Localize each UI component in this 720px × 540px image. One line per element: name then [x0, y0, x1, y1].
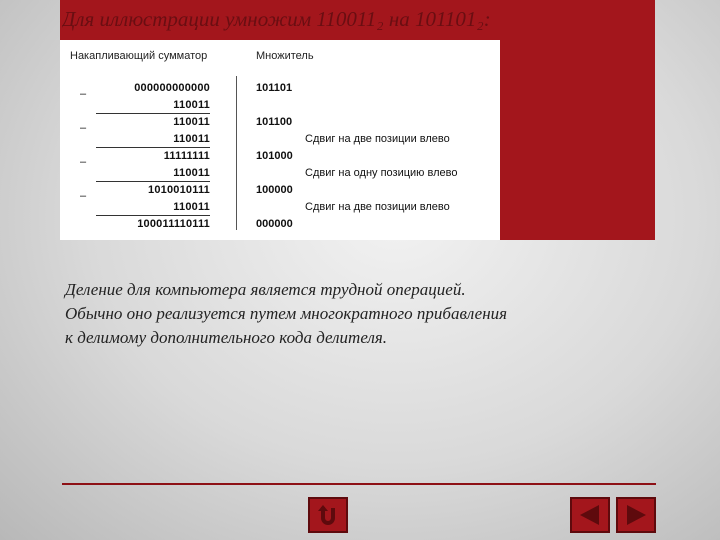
table-row: [60, 131, 500, 147]
footer-rule: [62, 483, 656, 485]
accumulator-value: 110011: [96, 165, 210, 182]
table-row: [60, 80, 500, 100]
accumulator-header: Накапливающий сумматор: [70, 50, 208, 62]
multiplier-header: Множитель: [256, 50, 314, 62]
body-line: Обычно оно реализуется путем многократного прибавления: [65, 304, 508, 323]
accumulator-value: 110011: [96, 131, 210, 148]
slide-title: Для иллюстрации умножим 110011₂ на 101101₂:: [62, 7, 491, 31]
table-row: [60, 182, 500, 202]
row-sign: –: [80, 156, 87, 168]
body-line: к делимому дополнительного кода делителя.: [65, 328, 388, 347]
multiplication-table: [60, 40, 500, 240]
row-sign: –: [80, 190, 87, 202]
next-button[interactable]: [616, 497, 656, 533]
accumulator-value: 11111111: [163, 150, 210, 162]
shift-note: Сдвиг на одну позицию влево: [305, 167, 458, 179]
table-row: [60, 199, 500, 215]
multiplier-value: 000000: [256, 218, 293, 230]
table-row: [60, 114, 500, 134]
body-text: [65, 278, 625, 350]
accumulator-value: 1010010111: [148, 184, 210, 196]
row-sign: –: [80, 122, 87, 134]
table-row: [60, 216, 500, 232]
row-sign: –: [80, 88, 87, 100]
multiplier-value: 100000: [256, 184, 293, 196]
accumulator-value: 110011: [96, 97, 210, 114]
table-row: [60, 97, 500, 113]
return-icon: [315, 503, 341, 527]
multiplier-value: 101101: [256, 82, 293, 94]
accumulator-value: 100011110111: [137, 218, 210, 230]
triangle-right-icon: [623, 503, 649, 527]
table-row: [60, 165, 500, 181]
multiplier-value: 101000: [256, 150, 293, 162]
return-button[interactable]: [308, 497, 348, 533]
accumulator-value: 110011: [173, 116, 210, 128]
shift-note: Сдвиг на две позиции влево: [305, 201, 450, 213]
triangle-left-icon: [577, 503, 603, 527]
accumulator-value: 110011: [96, 199, 210, 216]
multiplier-value: 101100: [256, 116, 293, 128]
body-line: Деление для компьютера является трудной операцией.: [65, 280, 466, 299]
table-row: [60, 148, 500, 168]
accumulator-value: 000000000000: [134, 82, 210, 94]
prev-button[interactable]: [570, 497, 610, 533]
shift-note: Сдвиг на две позиции влево: [305, 133, 450, 145]
